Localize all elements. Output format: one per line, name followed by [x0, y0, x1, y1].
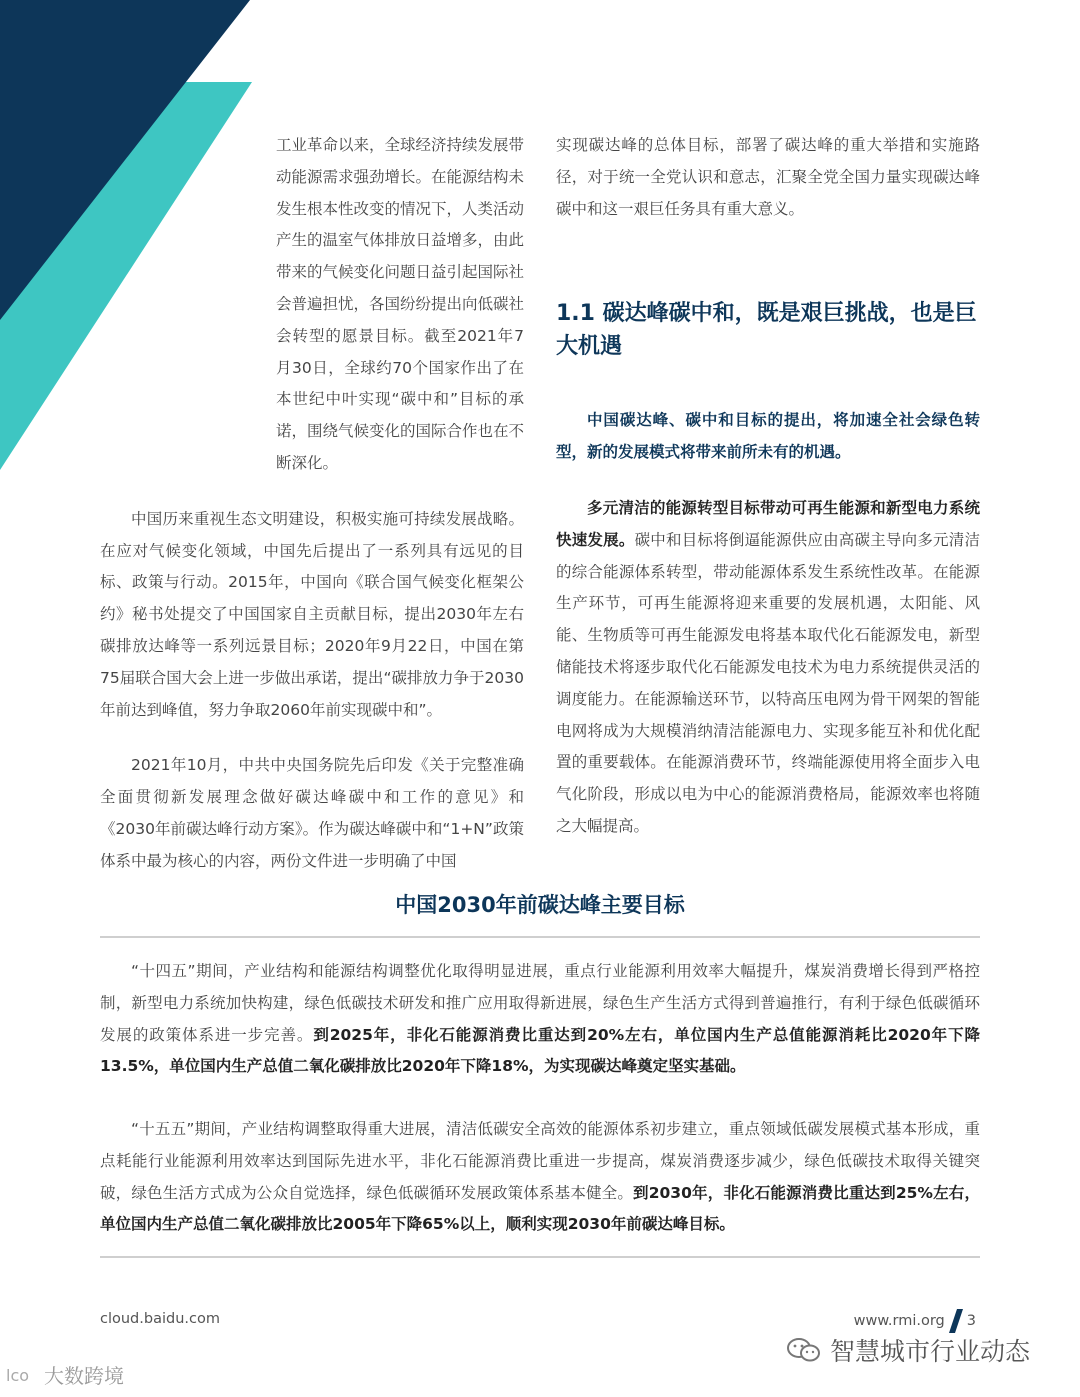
footer-left-url: cloud.baidu.com	[100, 1311, 220, 1327]
box-title: 中国2030年前碳达峰主要目标	[395, 893, 685, 917]
right-paragraph-1: 实现碳达峰的总体目标，部署了碳达峰的重大举措和实施路径，对于统一全党认识和意志，汇聚全党全国力量实现碳达峰碳中和这一艰巨任务具有重大意义。	[556, 136, 980, 218]
box-paragraph-2-text: “十五五”期间，产业结构调整取得重大进展，清洁低碳安全高效的能源体系初步建立，重点领域低碳发展模式基本形成，重点耗能行业能源利用效率达到国际先进水平，非化石能源消费比重进一步提高，煤炭消费逐步减少，绿色低碳技术取得关键突破，绿色生活方式成为公众自觉选择，绿色低碳循环发展政策体系基本健全。	[100, 1120, 980, 1202]
watermark-left-text: 大数跨境	[44, 1364, 124, 1388]
right-paragraph-2	[556, 493, 980, 843]
box-paragraph-1-text: “十四五”期间，产业结构和能源结构调整优化取得明显进展，重点行业能源利用效率大幅提升，煤炭消费增长得到严格控制，新型电力系统加快构建，绿色低碳技术研发和推广应用取得新进展，绿色生产生活方式得到普遍推行，有利于绿色低碳循环发展的政策体系进一步完善。	[100, 962, 980, 1044]
right-paragraph-2-bold: 多元清洁的能源转型目标带动可再生能源和新型电力系统快速发展。	[556, 498, 980, 549]
box-paragraph-2-bold: 到2030年，非化石能源消费比重达到25%左右，单位国内生产总值二氧化碳排放比2005年下降65%以上，顺利实现2030年前碳达峰目标。	[100, 1183, 980, 1234]
footer-right	[854, 1309, 976, 1333]
left-paragraph-1: 工业革命以来，全球经济持续发展带动能源需求强劲增长。在能源结构未发生根本性改变的情况下，人类活动产生的温室气体排放日益增多，由此带来的气候变化问题日益引起国际社会普遍担忧，各国纷纷提出向低碳社会转型的愿景目标。截至2021年7月30日，全球约70个国家作出了在本世纪中叶实现“碳中和”目标的承诺，围绕气候变化的国际合作也在不断深化。	[276, 136, 525, 472]
box-bottom-rule	[100, 1256, 980, 1258]
lead-paragraph: 中国碳达峰、碳中和目标的提出，将加速全社会绿色转型，新的发展模式将带来前所未有的机遇。	[556, 411, 980, 462]
watermark-right	[786, 1332, 1030, 1368]
box-paragraph-1	[100, 956, 980, 1083]
watermark-right-text: 智慧城市行业动态	[830, 1337, 1031, 1366]
wechat-icon	[786, 1336, 822, 1364]
box-top-rule	[100, 936, 980, 938]
right-column	[556, 130, 980, 843]
slash-icon	[949, 1309, 963, 1333]
left-column	[100, 130, 524, 878]
box-paragraph-2	[100, 1114, 980, 1241]
right-paragraph-2-text: 碳中和目标将倒逼能源供应由高碳主导向多元清洁的综合能源体系转型，带动能源体系发生系统性改革。在能源生产环节，可再生能源将迎来重要的发展机遇，太阳能、风能、生物质等可再生能源发电将基本取代化石能源发电，新型储能技术将逐步取代化石能源发电技术为电力系统提供灵活的调度能力。在能源输送环节，以特高压电网为骨干网架的智能电网将成为大规模消纳清洁能源电力、实现多能互补和优化配置的重要载体。在能源消费环节，终端能源使用将全面步入电气化阶段，形成以电为中心的能源消费格局，能源效率也将随之大幅提高。	[556, 530, 980, 835]
left-paragraph-2: 中国历来重视生态文明建设，积极实施可持续发展战略。在应对气候变化领域，中国先后提出了一系列具有远见的目标、政策与行动。2015年，中国向《联合国气候变化框架公约》秘书处提交了中国国家自主贡献目标，提出2030年左右碳排放达峰等一系列远景目标；2020年9月22日，中国在第75届联合国大会上进一步做出承诺，提出“碳排放力争于2030年前达到峰值，努力争取2060年前实现碳中和”。	[100, 509, 524, 719]
box-paragraph-1-bold: 到2025年，非化石能源消费比重达到20%左右，单位国内生产总值能源消耗比2020年下降13.5%，单位国内生产总值二氧化碳排放比2020年下降18%，为实现碳达峰奠定坚实基础。	[100, 1025, 980, 1076]
footer-right-url: www.rmi.org	[853, 1313, 945, 1329]
svg-text:lco: lco	[6, 1365, 30, 1385]
section-heading: 1.1 碳达峰碳中和，既是艰巨挑战，也是巨大机遇	[556, 301, 977, 360]
logo-icon	[6, 1364, 40, 1386]
left-paragraph-3: 2021年10月，中共中央国务院先后印发《关于完整准确全面贯彻新发展理念做好碳达峰碳中和工作的意见》和《2030年前碳达峰行动方案》。作为碳达峰碳中和“1+N”政策体系中最为核心的内容，两份文件进一步明确了中国	[100, 756, 524, 870]
watermark-left	[6, 1360, 124, 1389]
page-number: 3	[966, 1313, 976, 1329]
